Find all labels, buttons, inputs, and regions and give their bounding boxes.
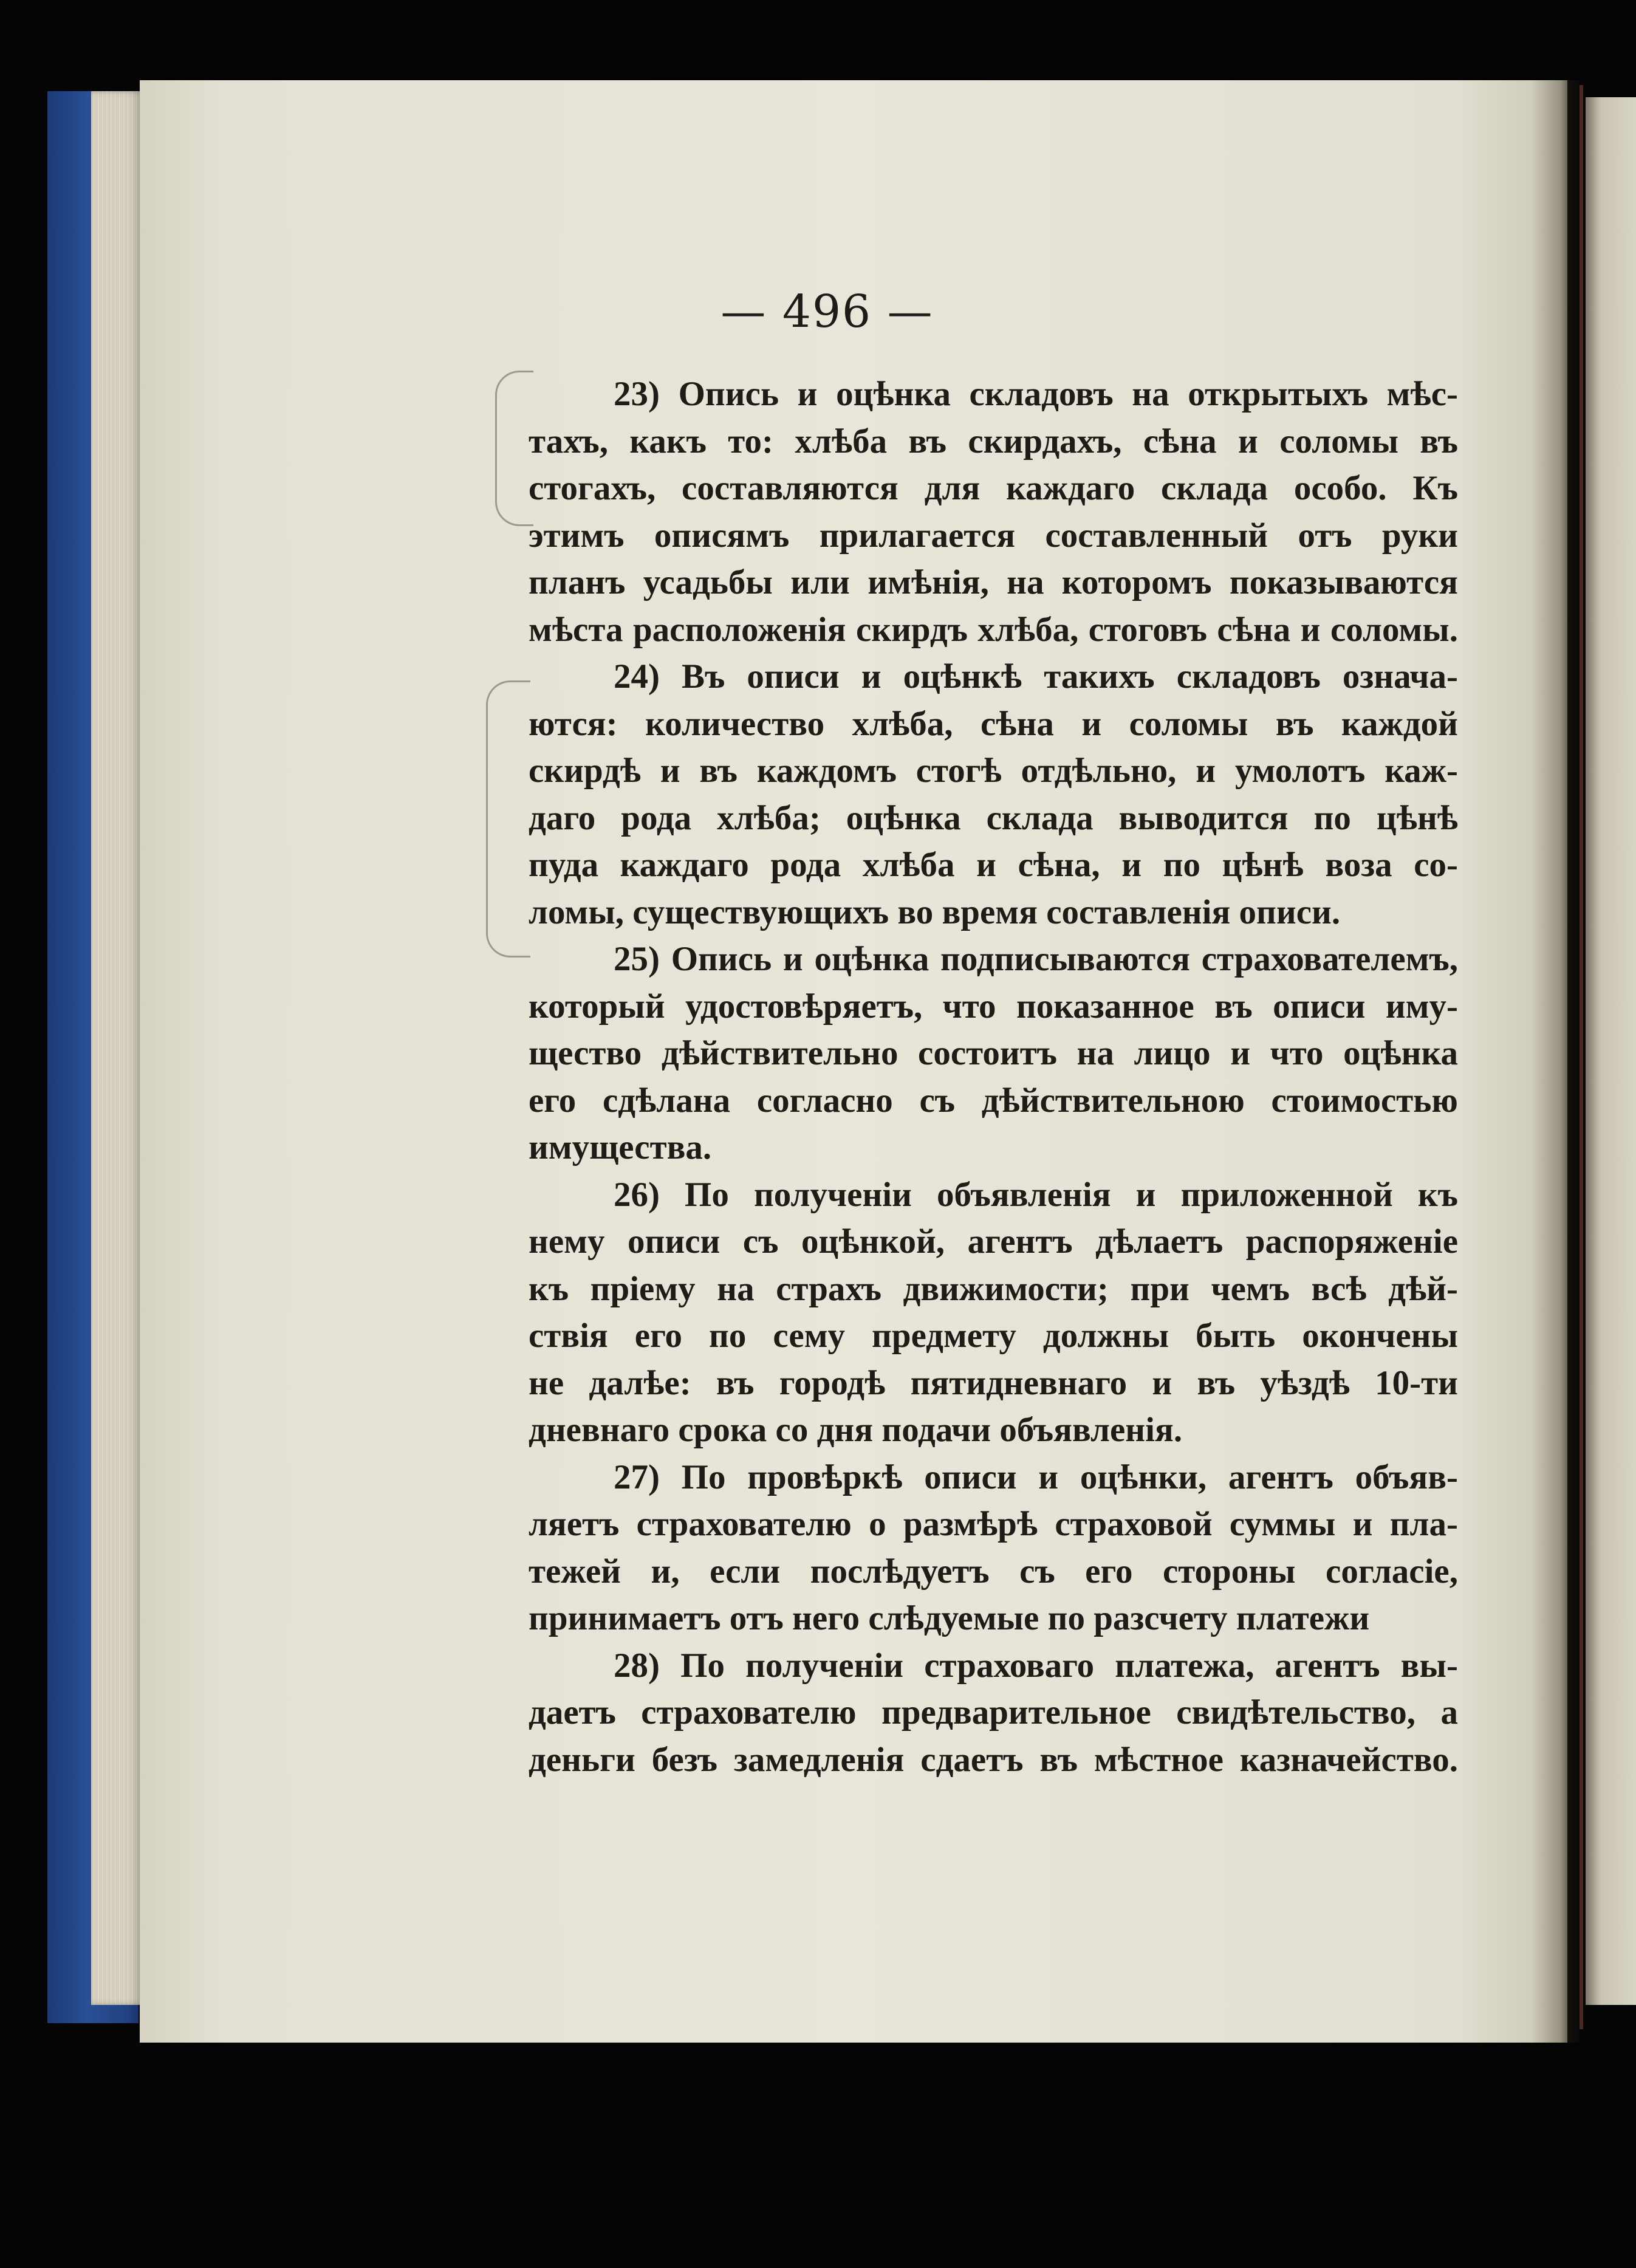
text-line: пуда каждаго рода хлѣба и сѣна, и по цѣнѣ воза со- — [529, 846, 1458, 884]
text-line: принимаетъ отъ него слѣдуемые по разсчету платежи — [529, 1599, 1370, 1637]
text-line: ляетъ страхователю о размѣрѣ страховой суммы и пла- — [529, 1505, 1458, 1543]
text-line: къ пріему на страхъ движимости; при чемъ всѣ дѣй- — [529, 1269, 1458, 1308]
page-number: — 496 — — [720, 286, 934, 338]
text-line: 27) По провѣркѣ описи и оцѣнки, агентъ объяв- — [614, 1458, 1458, 1496]
text-line: не далѣе: въ городѣ пятидневнаго и въ уѣздѣ 10-ти — [529, 1363, 1458, 1402]
text-line: деньги безъ замедленія сдаетъ въ мѣстное казначейство. — [529, 1740, 1458, 1779]
text-line: дневнаго срока со дня подачи объявленія. — [529, 1411, 1183, 1449]
text-line: его сдѣлана согласно съ дѣйствительною стоимостью — [529, 1081, 1458, 1120]
text-line: 23) Опись и оцѣнка складовъ на открытыхъ мѣс- — [614, 375, 1458, 413]
text-line: этимъ описямъ прилагается составленный отъ руки — [529, 516, 1458, 555]
text-line: ломы, существующихъ во время составленія описи. — [529, 892, 1341, 931]
text-line: который удостовѣряетъ, что показанное въ описи иму- — [529, 987, 1458, 1026]
pencil-bracket-mark — [486, 680, 530, 958]
text-line: 28) По полученіи страховаго платежа, агентъ вы- — [614, 1646, 1458, 1685]
facing-page-edge — [1586, 97, 1636, 2005]
text-line: стогахъ, составляются для каждаго склада особо. Къ — [529, 469, 1458, 507]
text-line: тежей и, если послѣдуетъ съ его стороны согласіе, — [529, 1552, 1458, 1591]
text-line: 24) Въ описи и оцѣнкѣ такихъ складовъ означа- — [614, 657, 1458, 696]
pencil-bracket-mark — [495, 371, 533, 526]
text-line: даго рода хлѣба; оцѣнка склада выводится по цѣнѣ — [529, 798, 1458, 837]
text-line: 26) По полученіи объявленія и приложенной къ — [614, 1175, 1458, 1214]
text-line: ствія его по сему предмету должны быть окончены — [529, 1317, 1458, 1355]
text-line: ются: количество хлѣба, сѣна и соломы въ каждой — [529, 704, 1458, 743]
text-line: планъ усадьбы или имѣнія, на которомъ показываются — [529, 563, 1458, 601]
text-line: мѣста расположенія скирдъ хлѣба, стоговъ сѣна и соломы. — [529, 610, 1458, 649]
text-line: тахъ, какъ то: хлѣба въ скирдахъ, сѣна и соломы въ — [529, 422, 1458, 461]
text-line: даетъ страхователю предварительное свидѣтельство, а — [529, 1693, 1458, 1732]
text-line: щество дѣйствительно состоитъ на лицо и что оцѣнка — [529, 1034, 1458, 1072]
text-line: имущества. — [529, 1128, 712, 1167]
text-line: 25) Опись и оцѣнка подписываются страхователемъ, — [614, 940, 1458, 978]
text-line: нему описи съ оцѣнкой, агентъ дѣлаетъ распоряженіе — [529, 1222, 1458, 1261]
text-line: скирдѣ и въ каждомъ стогѣ отдѣльно, и умолотъ каж- — [529, 752, 1458, 790]
page-body-text — [529, 371, 1458, 1783]
page-gutter-shadow — [1531, 80, 1580, 2043]
